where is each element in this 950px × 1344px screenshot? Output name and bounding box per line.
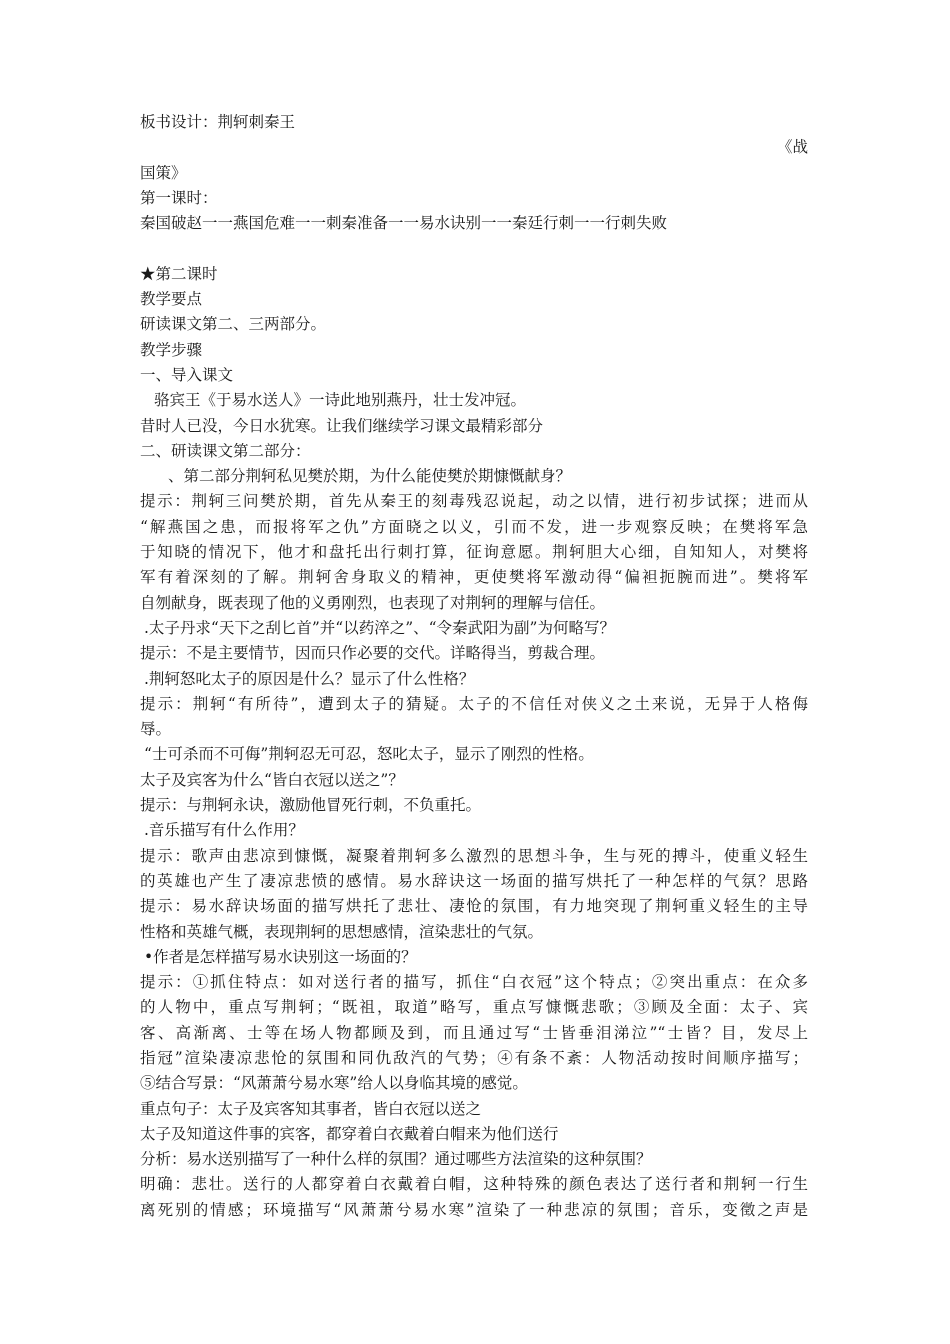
translation-line: 太子及知道这件事的宾客，都穿着白衣戴着白帽来为他们送行: [140, 1124, 559, 1143]
section-heading: 二、研读课文第二部分：: [140, 441, 311, 460]
board-title: 板书设计：荆轲刺秦王: [140, 113, 296, 131]
section-heading: 教学要点: [140, 290, 203, 309]
answer-line: 军有着深刻的了解。荆轲舍身取义的精神，更使樊将军激动得“偏袒扼腕而进”。樊将军: [140, 568, 808, 587]
question-line: •作者是怎样描写易水诀别这一场面的？: [144, 947, 417, 966]
answer-line: 提示：①抓住特点：如对送行者的描写，抓住“白衣冠”这个特点；②突出重点：在众多: [140, 973, 808, 992]
question-line: 、第二部分荆轲私见樊於期，为什么能使樊於期慷慨献身？: [168, 467, 572, 486]
answer-line: 提示：易水辞诀场面的描写烘托了悲壮、凄怆的氛围，有力地突现了荆轲重义轻生的主导: [140, 897, 808, 916]
answer-line: 提示：与荆轲永诀，激励他冒死行刺，不负重托。: [140, 796, 482, 815]
summary-line: 秦国破赵一一燕国危难一一刺秦准备一一易水诀别一一秦廷行刺一一行刺失败: [140, 214, 668, 233]
answer-line: “士可杀而不可侮”荆轲忍无可忍，怒叱太子，显示了刚烈的性格。: [144, 745, 594, 764]
question-line: .荆轲怒叱太子的原因是什么？显示了什么性格？: [144, 669, 475, 688]
answer-line: 自刎献身，既表现了他的义勇刚烈，也表现了对荆轲的理解与信任。: [140, 593, 606, 612]
answer-line: 提示：不是主要情节，因而只作必要的交代。详略得当，剪裁合理。: [140, 644, 606, 663]
blank-line: [140, 236, 808, 261]
answer-line: 辱。: [140, 720, 172, 739]
answer-line: 离死别的情感；环境描写“风萧萧兮易水寒”渲染了一种悲凉的氛围；音乐，变徵之声是: [140, 1200, 808, 1219]
analysis-line: 分析：易水送别描写了一种什么样的氛围？通过哪些方法渲染的这种氛围？: [140, 1150, 652, 1169]
answer-line: 的人物中，重点写荆轲；“既祖，取道”略写，重点写慷慨悲歌；③顾及全面：太子、宾: [140, 998, 808, 1017]
text-line: 研读课文第二、三两部分。: [140, 315, 327, 334]
text-line: 昔时人已没，今日水犹寒。让我们继续学习课文最精彩部分: [140, 416, 544, 435]
answer-line: 于知晓的情况下，他才和盘托出行刺打算，征询意愿。荆轲胆大心细，自知知人，对樊将: [140, 543, 808, 562]
document-page: [140, 110, 808, 1223]
answer-line: 提示：荆轲“有所待”，遭到太子的猜疑。太子的不信任对侠义之土来说，无异于人格侮: [140, 694, 808, 713]
answer-line: 的英雄也产生了凄凉悲愤的感情。易水辞诀这一场面的描写烘托了一种怎样的气氛？思路: [140, 871, 808, 890]
key-sentence: 重点句子：太子及宾客知其事者，皆白衣冠以送之: [140, 1099, 482, 1118]
section-heading: 一、导入课文: [140, 365, 234, 384]
lesson-heading: ★第二课时: [140, 264, 218, 283]
question-line: .音乐描写有什么作用？: [144, 821, 304, 840]
section-heading: 教学步骤: [140, 340, 203, 359]
question-line: .太子丹求“天下之刮匕首”并“以药淬之”、“令秦武阳为副”为何略写？: [144, 618, 615, 637]
answer-line: “解燕国之患，而报将军之仇”方面晓之以义，引而不发，进一步观察反映；在樊将军急: [140, 517, 808, 536]
source-line: 国策》: [140, 163, 187, 182]
answer-line: 客、高渐离、士等在场人物都顾及到，而且通过写“士皆垂泪涕泣”“士皆？目，发尽上: [140, 1023, 808, 1042]
answer-line: 提示：歌声由悲凉到慷慨，凝聚着荆轲多么激烈的思想斗争，生与死的搏斗，使重义轻生: [140, 846, 808, 865]
answer-line: 明确：悲壮。送行的人都穿着白衣戴着白帽，这种特殊的颜色表达了送行者和荆轲一行生: [140, 1175, 808, 1194]
answer-line: 性格和英雄气概，表现荆轲的思想感情，渲染悲壮的气氛。: [140, 922, 544, 941]
answer-line: ⑤结合写景：“风萧萧兮易水寒”给人以身临其境的感觉。: [140, 1074, 528, 1093]
answer-line: 指冠”渲染凄凉悲怆的氛围和同仇敌汽的气势；④有条不紊：人物活动按时间顺序描写；: [140, 1048, 808, 1067]
source-line: 《战: [776, 138, 808, 157]
text-line: 骆宾王《于易水送人》一诗此地别燕丹，壮士发冲冠。: [154, 391, 527, 410]
answer-line: 提示：荆轲三问樊於期，首先从秦王的刻毒残忍说起，动之以情，进行初步试探；进而从: [140, 492, 808, 511]
lesson-heading: 第一课时：: [140, 188, 218, 207]
question-line: 太子及宾客为什么“皆白衣冠以送之”？: [140, 770, 404, 789]
